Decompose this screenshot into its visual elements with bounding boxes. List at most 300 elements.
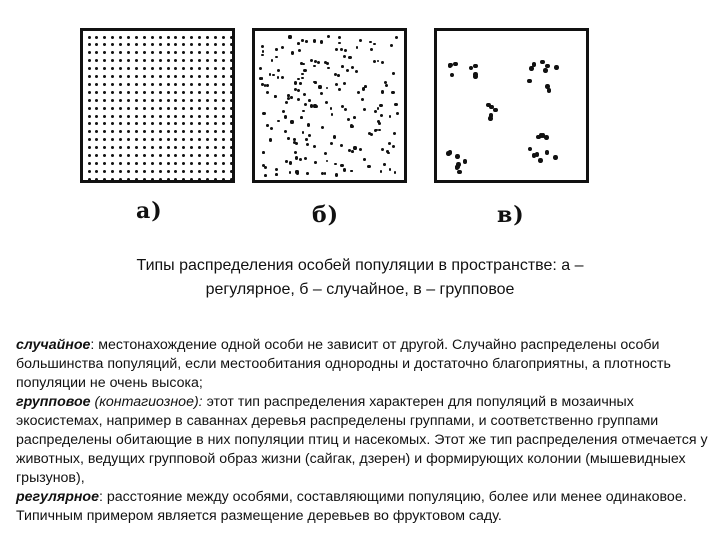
individual-dot <box>262 151 265 154</box>
individual-dot <box>127 146 130 149</box>
individual-dot <box>135 107 138 110</box>
individual-dot <box>143 130 146 133</box>
individual-dot <box>103 91 106 94</box>
individual-dot <box>174 162 177 165</box>
individual-dot <box>363 158 366 161</box>
individual-dot <box>127 36 130 39</box>
individual-dot <box>206 138 209 141</box>
individual-dot <box>214 154 217 157</box>
individual-dot <box>455 154 460 159</box>
individual-dot <box>206 91 209 94</box>
individual-dot <box>167 154 170 157</box>
individual-dot <box>493 108 498 113</box>
individual-dot <box>355 70 358 73</box>
individual-dot <box>151 51 154 54</box>
individual-dot <box>386 150 389 153</box>
individual-dot <box>190 162 193 165</box>
individual-dot <box>135 36 138 39</box>
individual-dot <box>230 178 233 181</box>
individual-dot <box>167 75 170 78</box>
individual-dot <box>450 73 455 78</box>
individual-dot <box>190 36 193 39</box>
individual-dot <box>453 62 458 67</box>
individual-dot <box>198 107 201 110</box>
individual-dot <box>95 170 98 173</box>
individual-dot <box>95 130 98 133</box>
individual-dot <box>348 56 351 59</box>
individual-dot <box>103 130 106 133</box>
individual-dot <box>167 115 170 118</box>
individual-dot <box>119 122 122 125</box>
individual-dot <box>182 59 185 62</box>
individual-dot <box>214 59 217 62</box>
individual-dot <box>289 171 292 174</box>
individual-dot <box>314 161 317 164</box>
text-clumped: этот тип распределения характерен для популяций в мозаичных экосистемах, например в саваннах деревья распределены группами, и соответственно группами распределены обитающие в них популяции птиц и насекомых. Этот же тип распределения отмечается у животных, ведущих групповой образ жизни (сайгак, дзерен) и формирующих колонии (мышевидныех грызунов), <box>16 394 708 486</box>
individual-dot <box>182 115 185 118</box>
individual-dot <box>338 36 341 39</box>
individual-dot <box>135 83 138 86</box>
individual-dot <box>167 36 170 39</box>
individual-dot <box>182 107 185 110</box>
individual-dot <box>119 83 122 86</box>
individual-dot <box>198 154 201 157</box>
individual-dot <box>103 36 106 39</box>
individual-dot <box>275 56 278 59</box>
individual-dot <box>206 36 209 39</box>
individual-dot <box>222 67 225 70</box>
individual-dot <box>378 122 381 125</box>
individual-dot <box>167 67 170 70</box>
individual-dot <box>182 130 185 133</box>
individual-dot <box>88 83 91 86</box>
individual-dot <box>335 83 338 86</box>
individual-dot <box>330 107 333 110</box>
individual-dot <box>127 51 130 54</box>
individual-dot <box>222 162 225 165</box>
individual-dot <box>222 138 225 141</box>
individual-dot <box>119 43 122 46</box>
individual-dot <box>151 59 154 62</box>
individual-dot <box>190 59 193 62</box>
individual-dot <box>182 162 185 165</box>
individual-dot <box>356 46 359 49</box>
individual-dot <box>374 110 377 113</box>
individual-dot <box>214 138 217 141</box>
individual-dot <box>127 99 130 102</box>
individual-dot <box>313 39 316 42</box>
individual-dot <box>95 178 98 181</box>
individual-dot <box>111 154 114 157</box>
individual-dot <box>381 61 384 64</box>
individual-dot <box>182 99 185 102</box>
individual-dot <box>143 91 146 94</box>
individual-dot <box>198 115 201 118</box>
individual-dot <box>277 120 280 123</box>
individual-dot <box>214 115 217 118</box>
individual-dot <box>344 49 347 52</box>
individual-dot <box>127 115 130 118</box>
individual-dot <box>88 115 91 118</box>
individual-dot <box>230 83 233 86</box>
individual-dot <box>214 122 217 125</box>
individual-dot <box>394 103 397 106</box>
individual-dot <box>190 83 193 86</box>
regular-distribution-panel <box>80 28 235 183</box>
individual-dot <box>222 154 225 157</box>
individual-dot <box>174 107 177 110</box>
individual-dot <box>359 39 362 42</box>
individual-dot <box>297 78 300 81</box>
individual-dot <box>214 162 217 165</box>
individual-dot <box>214 43 217 46</box>
individual-dot <box>338 42 341 45</box>
individual-dot <box>167 162 170 165</box>
individual-dot <box>95 115 98 118</box>
individual-dot <box>206 154 209 157</box>
individual-dot <box>143 36 146 39</box>
individual-dot <box>214 99 217 102</box>
individual-dot <box>528 147 533 152</box>
text-random: : местонахождение одной особи не зависит от другой. Случайно распределены особи большинства популяций, если местообитания однородны и достаточно благоприятны, а плотность популяции не очень высока; <box>16 337 671 391</box>
individual-dot <box>370 48 373 51</box>
individual-dot <box>275 168 278 171</box>
individual-dot <box>297 98 300 101</box>
individual-dot <box>527 79 532 84</box>
individual-dot <box>214 51 217 54</box>
individual-dot <box>151 178 154 181</box>
individual-dot <box>206 59 209 62</box>
individual-dot <box>389 115 392 118</box>
individual-dot <box>151 122 154 125</box>
individual-dot <box>151 67 154 70</box>
individual-dot <box>127 154 130 157</box>
individual-dot <box>127 75 130 78</box>
individual-dot <box>206 115 209 118</box>
individual-dot <box>541 133 546 138</box>
individual-dot <box>529 66 534 71</box>
individual-dot <box>198 59 201 62</box>
individual-dot <box>174 43 177 46</box>
individual-dot <box>88 170 91 173</box>
individual-dot <box>206 75 209 78</box>
individual-dot <box>297 42 300 45</box>
individual-dot <box>230 91 233 94</box>
individual-dot <box>103 138 106 141</box>
individual-dot <box>88 67 91 70</box>
individual-dot <box>143 67 146 70</box>
individual-dot <box>198 99 201 102</box>
individual-dot <box>446 151 451 156</box>
individual-dot <box>543 68 548 73</box>
individual-dot <box>340 164 343 167</box>
individual-dot <box>111 115 114 118</box>
individual-dot <box>95 107 98 110</box>
individual-dot <box>295 156 298 159</box>
individual-dot <box>389 168 392 171</box>
individual-dot <box>174 130 177 133</box>
individual-dot <box>353 116 356 119</box>
individual-dot <box>111 138 114 141</box>
individual-dot <box>174 59 177 62</box>
individual-dot <box>363 108 366 111</box>
individual-dot <box>214 67 217 70</box>
individual-dot <box>289 161 292 164</box>
individual-dot <box>143 99 146 102</box>
individual-dot <box>190 170 193 173</box>
individual-dot <box>174 154 177 157</box>
individual-dot <box>318 85 321 88</box>
individual-dot <box>230 36 233 39</box>
individual-dot <box>95 91 98 94</box>
individual-dot <box>174 91 177 94</box>
individual-dot <box>111 83 114 86</box>
individual-dot <box>135 146 138 149</box>
individual-dot <box>159 75 162 78</box>
individual-dot <box>222 107 225 110</box>
individual-dot <box>111 146 114 149</box>
individual-dot <box>174 122 177 125</box>
individual-dot <box>547 88 552 93</box>
individual-dot <box>88 43 91 46</box>
individual-dot <box>135 51 138 54</box>
individual-dot <box>167 83 170 86</box>
individual-dot <box>119 130 122 133</box>
individual-dot <box>261 83 264 86</box>
individual-dot <box>281 76 284 79</box>
individual-dot <box>159 138 162 141</box>
individual-dot <box>159 130 162 133</box>
individual-dot <box>266 124 269 127</box>
individual-dot <box>284 130 287 133</box>
individual-dot <box>119 99 122 102</box>
individual-dot <box>103 43 106 46</box>
individual-dot <box>111 91 114 94</box>
individual-dot <box>350 170 353 173</box>
individual-dot <box>335 173 338 176</box>
individual-dot <box>320 92 323 95</box>
individual-dot <box>290 120 293 123</box>
individual-dot <box>259 67 262 70</box>
individual-dot <box>373 43 376 46</box>
individual-dot <box>317 61 320 64</box>
individual-dot <box>230 75 233 78</box>
individual-dot <box>357 91 360 94</box>
individual-dot <box>127 59 130 62</box>
individual-dot <box>88 107 91 110</box>
individual-dot <box>119 107 122 110</box>
individual-dot <box>198 91 201 94</box>
gloss-clumped: (контагиозное): <box>90 394 203 410</box>
individual-dot <box>143 154 146 157</box>
individual-dot <box>88 59 91 62</box>
individual-dot <box>135 154 138 157</box>
individual-dot <box>151 130 154 133</box>
individual-dot <box>285 101 288 104</box>
individual-dot <box>143 146 146 149</box>
individual-dot <box>198 43 201 46</box>
individual-dot <box>327 67 330 70</box>
individual-dot <box>151 75 154 78</box>
individual-dot <box>264 166 267 169</box>
individual-dot <box>300 116 303 119</box>
individual-dot <box>305 40 308 43</box>
individual-dot <box>143 178 146 181</box>
individual-dot <box>214 83 217 86</box>
individual-dot <box>174 138 177 141</box>
individual-dot <box>448 64 453 69</box>
individual-dot <box>135 122 138 125</box>
individual-dot <box>341 65 344 68</box>
individual-dot <box>553 155 558 160</box>
individual-dot <box>296 172 299 175</box>
individual-dot <box>540 60 545 65</box>
individual-dot <box>222 51 225 54</box>
individual-dot <box>143 138 146 141</box>
individual-dot <box>182 75 185 78</box>
individual-dot <box>222 43 225 46</box>
individual-dot <box>320 40 323 43</box>
individual-dot <box>261 45 264 48</box>
panel-label-v: в) <box>497 202 525 228</box>
individual-dot <box>174 146 177 149</box>
individual-dot <box>304 103 307 106</box>
individual-dot <box>103 122 106 125</box>
individual-dot <box>222 130 225 133</box>
individual-dot <box>119 67 122 70</box>
individual-dot <box>321 126 324 129</box>
individual-dot <box>230 99 233 102</box>
individual-dot <box>174 67 177 70</box>
individual-dot <box>103 67 106 70</box>
term-regular: регулярное <box>16 489 99 505</box>
individual-dot <box>301 73 304 76</box>
individual-dot <box>111 59 114 62</box>
individual-dot <box>335 48 338 51</box>
individual-dot <box>338 88 341 91</box>
individual-dot <box>299 82 302 85</box>
individual-dot <box>159 115 162 118</box>
individual-dot <box>88 51 91 54</box>
individual-dot <box>395 36 398 39</box>
individual-dot <box>393 132 396 135</box>
individual-dot <box>135 115 138 118</box>
individual-dot <box>127 91 130 94</box>
text-regular: : расстояние между особями, составляющими популяцию, более или менее одинаковое. Типичным примером является размещение деревьев во фруктовом саду. <box>16 489 687 524</box>
individual-dot <box>182 154 185 157</box>
individual-dot <box>111 43 114 46</box>
individual-dot <box>380 114 383 117</box>
individual-dot <box>206 83 209 86</box>
individual-dot <box>182 178 185 181</box>
individual-dot <box>206 107 209 110</box>
individual-dot <box>272 74 275 77</box>
individual-dot <box>490 105 495 110</box>
individual-dot <box>307 123 310 126</box>
individual-dot <box>377 107 380 110</box>
individual-dot <box>143 75 146 78</box>
individual-dot <box>369 41 372 44</box>
individual-dot <box>297 89 300 92</box>
individual-dot <box>214 107 217 110</box>
individual-dot <box>326 87 329 90</box>
individual-dot <box>167 130 170 133</box>
individual-dot <box>143 59 146 62</box>
individual-dot <box>95 83 98 86</box>
individual-dot <box>327 35 330 38</box>
individual-dot <box>262 164 265 167</box>
individual-dot <box>182 122 185 125</box>
individual-dot <box>127 67 130 70</box>
individual-dot <box>287 137 290 140</box>
term-random: случайное <box>16 337 91 353</box>
individual-dot <box>340 144 343 147</box>
individual-dot <box>222 170 225 173</box>
individual-dot <box>119 75 122 78</box>
individual-dot <box>111 99 114 102</box>
individual-dot <box>214 91 217 94</box>
individual-dot <box>88 122 91 125</box>
individual-dot <box>143 122 146 125</box>
individual-dot <box>119 115 122 118</box>
individual-dot <box>190 75 193 78</box>
individual-dot <box>396 112 399 115</box>
individual-dot <box>95 122 98 125</box>
individual-dot <box>151 83 154 86</box>
individual-dot <box>206 99 209 102</box>
individual-dot <box>361 98 364 101</box>
individual-dot <box>330 142 333 145</box>
individual-dot <box>135 91 138 94</box>
individual-dot <box>214 36 217 39</box>
individual-dot <box>293 141 296 144</box>
individual-dot <box>159 154 162 157</box>
individual-dot <box>206 162 209 165</box>
individual-dot <box>111 75 114 78</box>
individual-dot <box>374 129 377 132</box>
individual-dot <box>230 107 233 110</box>
individual-dot <box>390 44 393 47</box>
individual-dot <box>159 170 162 173</box>
clumped-distribution-panel <box>434 28 589 183</box>
individual-dot <box>190 107 193 110</box>
individual-dot <box>377 60 380 63</box>
individual-dot <box>182 43 185 46</box>
individual-dot <box>174 178 177 181</box>
individual-dot <box>291 51 294 54</box>
individual-dot <box>313 65 316 68</box>
individual-dot <box>95 51 98 54</box>
individual-dot <box>119 178 122 181</box>
individual-dot <box>88 178 91 181</box>
individual-dot <box>198 51 201 54</box>
individual-dot <box>270 127 273 130</box>
individual-dot <box>127 107 130 110</box>
individual-dot <box>159 36 162 39</box>
individual-dot <box>230 170 233 173</box>
individual-dot <box>262 112 265 115</box>
individual-dot <box>367 165 370 168</box>
individual-dot <box>182 51 185 54</box>
individual-dot <box>333 135 336 138</box>
individual-dot <box>143 83 146 86</box>
individual-dot <box>95 59 98 62</box>
individual-dot <box>103 162 106 165</box>
random-distribution-panel <box>252 28 407 183</box>
individual-dot <box>313 145 316 148</box>
individual-dot <box>206 178 209 181</box>
individual-dot <box>198 36 201 39</box>
